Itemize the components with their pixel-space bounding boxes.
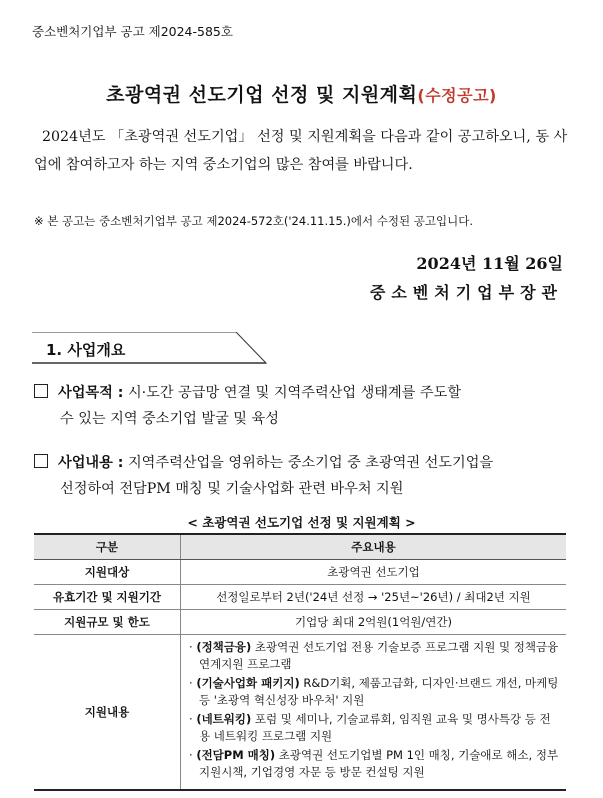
support-plan-table bbox=[34, 533, 566, 791]
support-item: · (기술사업화 패키지) R&D기획, 제품고급화, 디자인·브랜드 개선, 마케팅 등 '초광역 혁신성장 바우처' 지원 bbox=[189, 676, 559, 707]
intro-paragraph: 2024년도 「초광역권 선도기업」 선정 및 지원계획을 다음과 같이 공고하오니, 동 사업에 참여하고자 하는 지역 중소기업의 많은 참여를 바랍니다. bbox=[34, 129, 568, 173]
section-title: 1. 사업개요 bbox=[46, 341, 126, 359]
support-item: · (정책금융) 초광역권 선도기업 전용 기술보증 프로그램 지원 및 정책금융 연계지원 프로그램 bbox=[189, 640, 559, 671]
revision-note: ※ 본 공고는 중소벤처기업부 공고 제2024-572호('24.11.15.)에서 수정된 공고입니다. bbox=[34, 214, 473, 228]
notice-number: 중소벤처기업부 공고 제2024-585호 bbox=[32, 24, 233, 39]
row-key: 지원대상 bbox=[34, 560, 181, 585]
row-key: 지원내용 bbox=[34, 635, 181, 791]
row-value: 초광역권 선도기업 bbox=[181, 560, 567, 585]
purpose-item bbox=[34, 380, 574, 432]
section-header bbox=[32, 332, 268, 364]
table-caption: < 초광역권 선도기업 선정 및 지원계획 > bbox=[187, 515, 416, 530]
notice-date: 2024년 11월 26일 bbox=[416, 254, 563, 273]
row-value: 기업당 최대 2억원(1억원/연간) bbox=[181, 610, 567, 635]
table-header: 주요내용 bbox=[181, 534, 567, 560]
checkbox-icon bbox=[34, 384, 48, 398]
purpose-line2: 수 있는 지역 중소기업 발굴 및 육성 bbox=[60, 411, 279, 427]
title-text: 초광역권 선도기업 선정 및 지원계획 bbox=[106, 84, 418, 106]
row-value: 선정일로부터 2년('24년 선정 → '25년~'26년) / 최대2년 지원 bbox=[181, 585, 567, 610]
content-label: 사업내용 : bbox=[58, 455, 124, 471]
row-key: 지원규모 및 한도 bbox=[34, 610, 181, 635]
support-item: · (네트워킹) 포럼 및 세미나, 기술교류회, 임직원 교육 및 명사특강 등 전용 네트워킹 프로그램 지원 bbox=[189, 712, 551, 743]
table-row bbox=[34, 585, 566, 610]
support-items bbox=[181, 635, 567, 791]
checkbox-icon bbox=[34, 454, 48, 468]
content-item bbox=[34, 450, 574, 502]
support-item: · (전담PM 매칭) 초광역권 선도기업별 PM 1인 매칭, 기술애로 해소, 정부지원시책, 기업경영 자문 등 방문 컨설팅 지원 bbox=[189, 748, 559, 779]
purpose-label: 사업목적 : bbox=[58, 385, 124, 401]
purpose-line1: 시·도간 공급망 연결 및 지역주력산업 생태계를 주도할 bbox=[127, 385, 462, 401]
row-key: 유효기간 및 지원기간 bbox=[34, 585, 181, 610]
table-row bbox=[34, 610, 566, 635]
table-header: 구분 bbox=[34, 534, 181, 560]
revision-badge: (수정공고) bbox=[417, 86, 497, 105]
table-row bbox=[34, 560, 566, 585]
table-header-row bbox=[34, 534, 566, 560]
content-line1: 지역주력산업을 영위하는 중소기업 중 초광역권 선도기업을 bbox=[127, 455, 494, 471]
page-title bbox=[0, 80, 603, 107]
content-line2: 선정하여 전담PM 매칭 및 기술사업화 관련 바우처 지원 bbox=[60, 481, 404, 497]
issuer: 중소벤처기업부장관 bbox=[369, 283, 563, 302]
table-row bbox=[34, 635, 566, 791]
